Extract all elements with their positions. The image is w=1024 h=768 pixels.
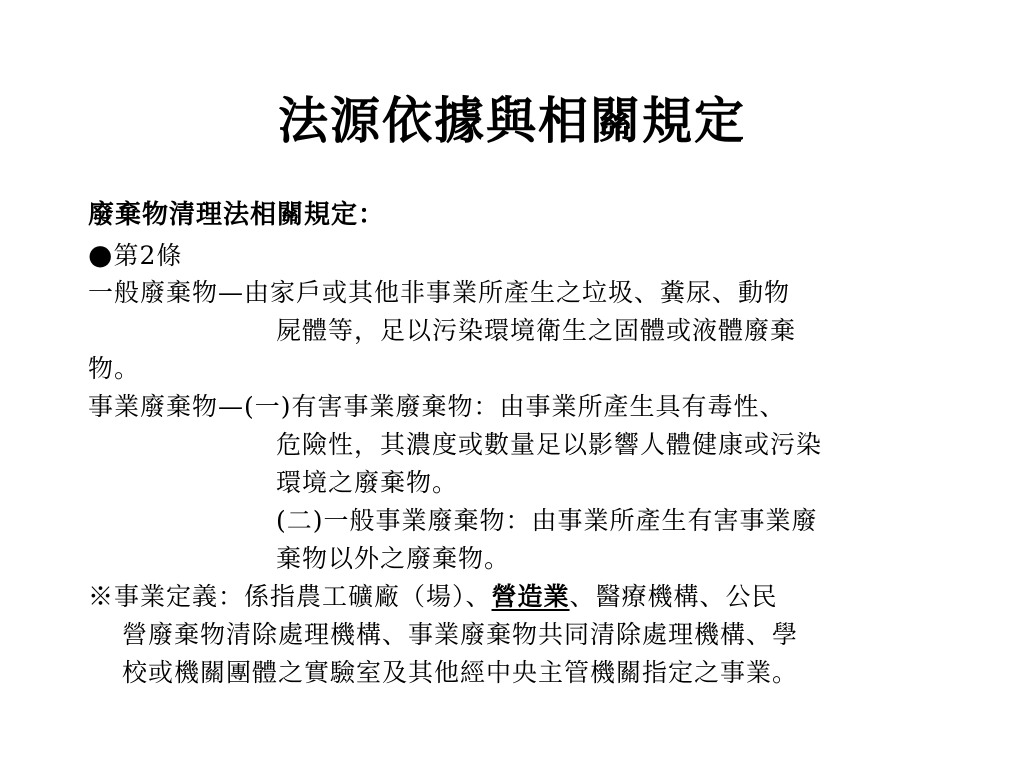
business-waste-line-2: 危險性，其濃度或數量足以影響人體健康或污染: [276, 430, 823, 459]
definition-line-3: 校或機關團體之實驗室及其他經中央主管機關指定之事業。: [122, 658, 799, 687]
business-waste-line-5: 棄物以外之廢棄物。: [276, 544, 511, 573]
business-waste-line-3: 環境之廢棄物。: [276, 468, 459, 497]
slide-content: [88, 194, 948, 692]
business-waste-line-4: (二)一般事業廢棄物：由事業所產生有害事業廢: [276, 506, 818, 535]
definition-prefix: ※事業定義：係指農工礦廠（場）、: [88, 582, 492, 611]
definition-line-1: [88, 578, 948, 616]
slide-title: 法源依據與相關規定: [278, 91, 746, 150]
section-heading: 廢棄物清理法相關規定：: [88, 200, 386, 230]
definition-line-2: 營廢棄物清除處理機構、事業廢棄物共同清除處理機構、學: [122, 620, 799, 649]
general-waste-line-1: 一般廢棄物—由家戶或其他非事業所產生之垃圾、糞尿、動物: [88, 278, 791, 307]
general-waste-line-3: 物。: [88, 354, 141, 383]
definition-suffix: 、醫療機構、公民: [569, 582, 778, 611]
business-waste-line-1: 事業廢棄物—(一)有害事業廢棄物：由事業所產生具有毒性、: [88, 392, 786, 421]
construction-industry-highlight: 營造業: [491, 582, 570, 611]
article-line: [88, 236, 948, 274]
general-waste-line-2: 屍體等，足以污染環境衛生之固體或液體廢棄: [276, 316, 797, 345]
bullet-icon: ●: [88, 238, 114, 271]
article-number: 第2條: [113, 241, 183, 270]
